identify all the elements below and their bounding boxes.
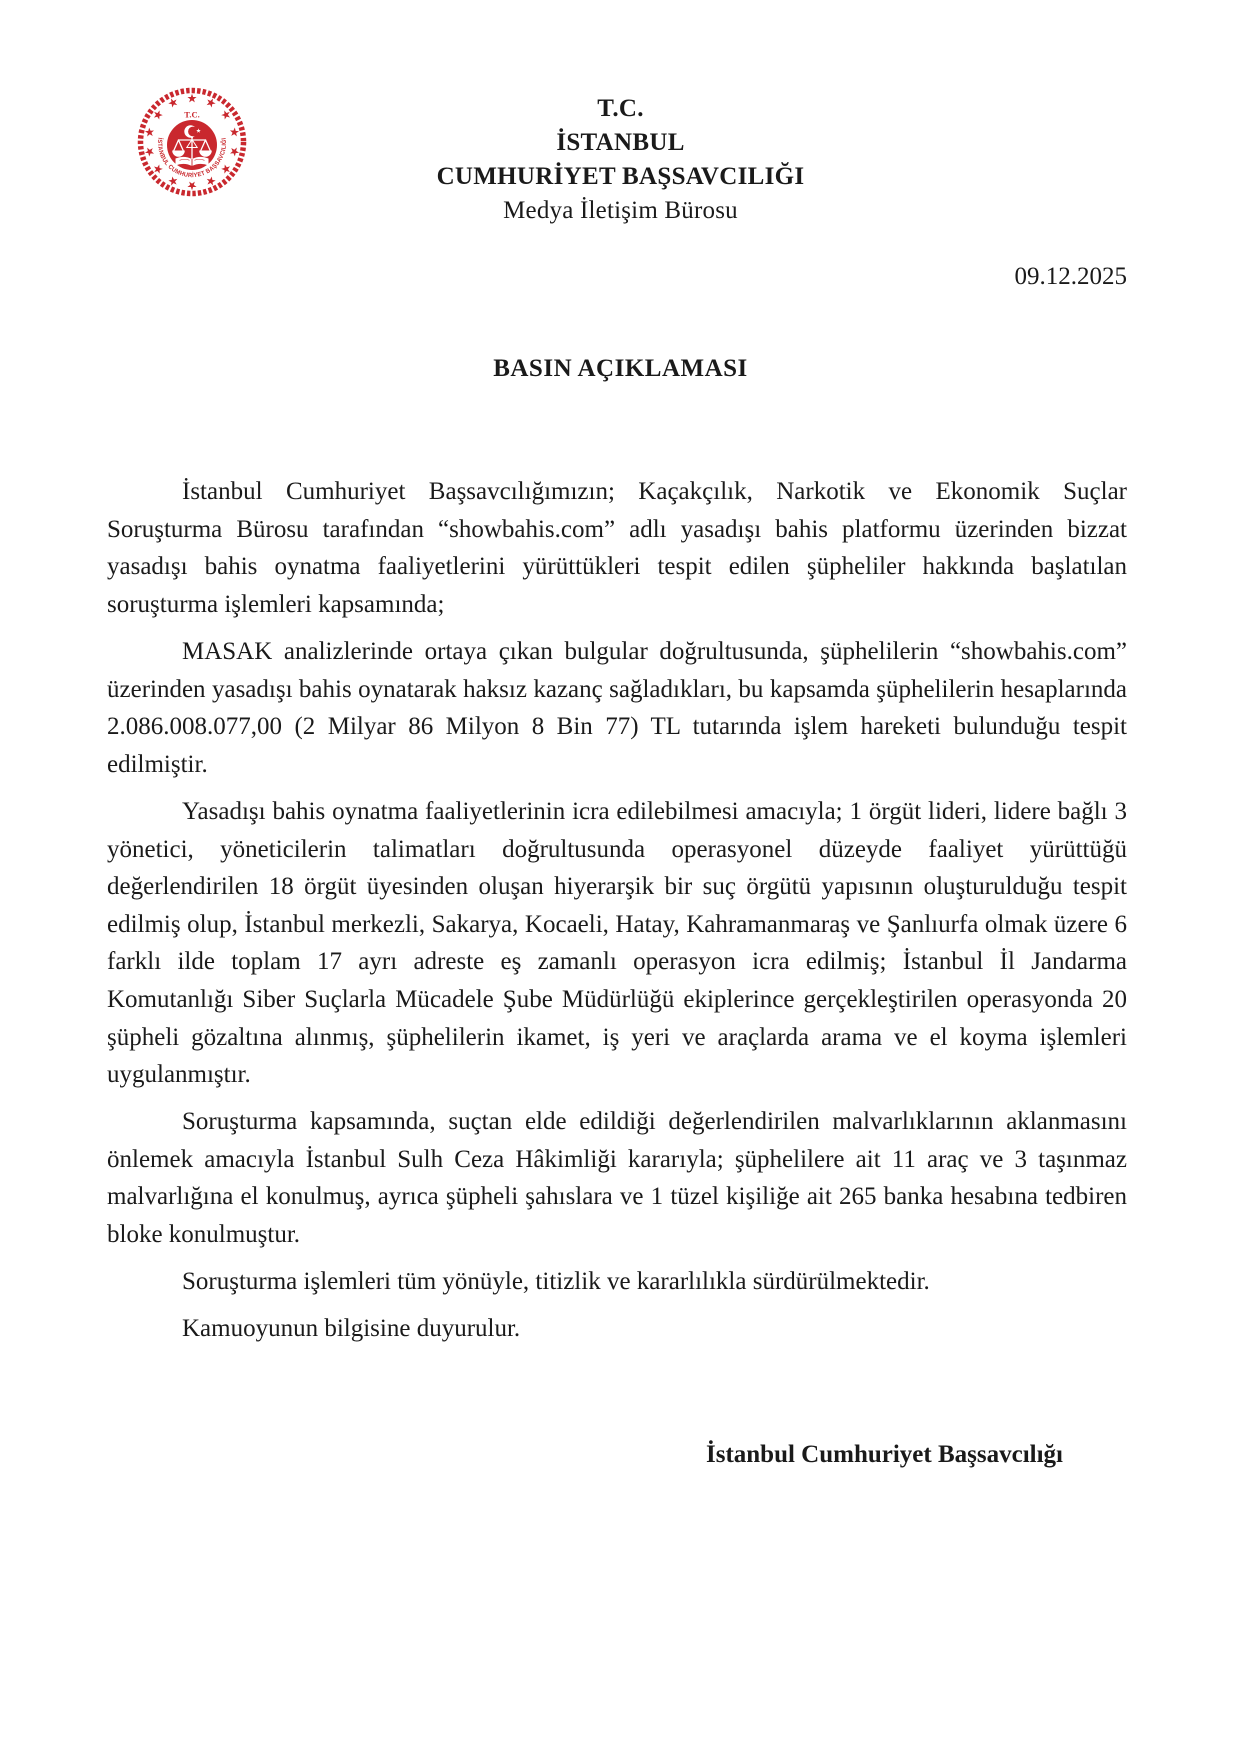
seal-ring-text: İSTANBUL CUMHURİYET BAŞSAVCILIĞI [155, 136, 229, 180]
letterhead-line-bureau: Medya İletişim Bürosu [503, 197, 738, 224]
letterhead [0, 92, 1241, 228]
document-body [107, 473, 1127, 1358]
letterhead-line-office: CUMHURİYET BAŞSAVCILIĞI [436, 163, 805, 190]
letterhead-line-tc: T.C. [597, 95, 644, 122]
seal-tc-text: T.C. [184, 109, 200, 120]
body-paragraph: Kamuoyunun bilgisine duyurulur. [182, 1315, 521, 1343]
body-paragraph: MASAK analizlerinde ortaya çıkan bulgular doğrultusunda, şüphelilerin “showbahis.com” üzerinden yasadışı bahis oynatarak haksız kazanç sağladıkları, bu kapsamda şüphelilerin hesaplarında 2.086.008.077,00 (2 Milyar 86 Milyon 8 Bin 77) TL tutarında işlem hareketi bulunduğu tespit edilmiştir. [107, 637, 1127, 778]
signature: İstanbul Cumhuriyet Başsavcılığı [705, 1441, 1063, 1468]
body-paragraph: Soruşturma kapsamında, suçtan elde edildiği değerlendirilen malvarlıklarının aklanmasını önlemek amacıyla İstanbul Sulh Ceza Hâkimliği kararıyla; şüphelilere ait 11 araç ve 3 taşınmaz malvarlığına el konulmuş, ayrıca şüpheli şahıslara ve 1 tüzel kişiliğe ait 265 banka hesabına tedbiren bloke konulmuştur. [107, 1108, 1127, 1249]
body-paragraph: Yasadışı bahis oynatma faaliyetlerinin icra edilebilmesi amacıyla; 1 örgüt lideri, lidere bağlı 3 yönetici, yöneticilerin talimatları doğrultusunda operasyonel düzeyde faaliyet yürüttüğü değerlendirilen 18 örgüt üyesinden oluşan hiyerarşik bir suç örgütü yapısının oluşturulduğu tespit edilmiş olup, İstanbul merkezli, Sakarya, Kocaeli, Hatay, Kahramanmaraş ve Şanlıurfa olmak üzere 6 farklı ilde toplam 17 ayrı adreste eş zamanlı operasyon icra edilmiş; İstanbul İl Jandarma Komutanlığı Siber Suçlarla Mücadele Şube Müdürlüğü ekiplerince gerçekleştirilen operasyonda 20 şüpheli gözaltına alınmış, şüphelilerin ikamet, iş yeri ve araçlarda arama ve el koyma işlemleri uygulanmıştır. [107, 797, 1127, 1089]
document-date: 09.12.2025 [1014, 263, 1127, 290]
body-paragraph: İstanbul Cumhuriyet Başsavcılığımızın; Kaçakçılık, Narkotik ve Ekonomik Suçlar Soruşturma Bürosu tarafından “showbahis.com” adlı yasadışı bahis platformu üzerinden bizzat yasadışı bahis oynatma faaliyetlerini yürüttükleri tespit edilen şüpheliler hakkında başlatılan soruşturma işlemleri kapsamında; [107, 478, 1127, 618]
document-title: BASIN AÇIKLAMASI [493, 355, 748, 382]
letterhead-line-city: İSTANBUL [556, 129, 685, 156]
body-paragraph: Soruşturma işlemleri tüm yönüyle, titizlik ve kararlılıkla sürdürülmektedir. [182, 1268, 930, 1296]
